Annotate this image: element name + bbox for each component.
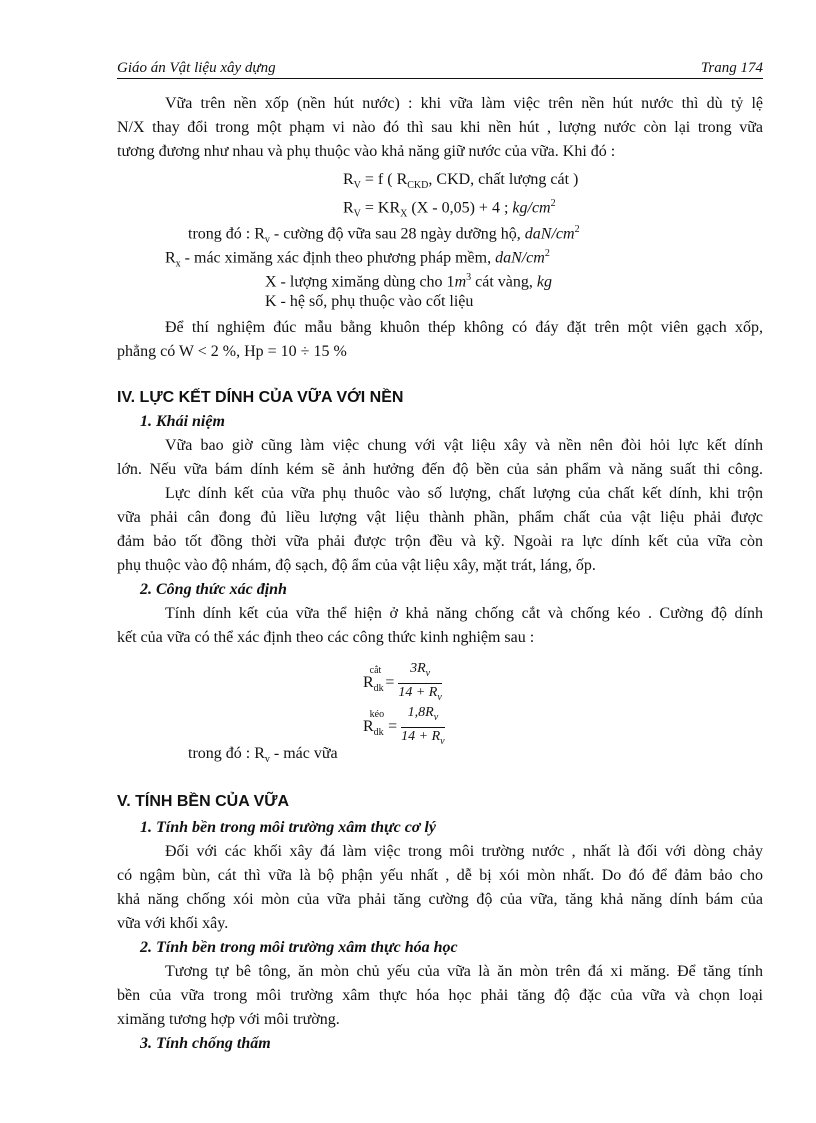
paragraph-line: Vữa trên nền xốp (nền hút nước) : khi vữa làm việc trên nền hút nước thì dù tỷ lệ xyxy=(165,95,763,112)
subheading-hoa-hoc: 2. Tính bền trong môi trường xâm thực hóa học xyxy=(140,939,458,956)
subheading-co-ly: 1. Tính bền trong môi trường xâm thực cơ lý xyxy=(140,819,436,836)
paragraph-line: bền của vữa trong môi trường xâm thực hóa học phải tăng độ đặc của vữa và chọn loại xyxy=(117,987,763,1004)
formula-rv-kr: $R_V = KR_X$ (X - 0,05) + 4 ; $kg/cm^2$ xyxy=(343,198,556,220)
formula-keo: $R_{dk}^{kéo}$ = $\frac{1,8R_v}{14 + R_v}$ xyxy=(363,705,445,747)
paragraph-line: Tương tự bê tông, ăn mòn chủ yếu của vữa là ăn mòn trên đá xi măng. Để tăng tính xyxy=(165,963,763,980)
paragraph-line: kết của vữa có thể xác định theo các công thức kinh nghiệm sau : xyxy=(117,629,535,646)
subheading-khai-niem: 1. Khái niệm xyxy=(140,413,225,430)
paragraph-line: có ngậm bùn, cát thì vữa là bộ phận yếu nhất , dễ bị xói mòn nhất. Do đó để đảm bảo cho xyxy=(117,867,763,884)
section-heading-iv: IV. LỰC KẾT DÍNH CỦA VỮA VỚI NỀN xyxy=(117,389,404,406)
paragraph-line: Để thí nghiệm đúc mẫu bằng khuôn thép không có đáy đặt trên một viên gạch xốp, xyxy=(165,319,763,336)
paragraph-line: Lực dính kết của vữa phụ thuôc vào số lượng, chất lượng của chất kết dính, khi trộn xyxy=(165,485,763,502)
definition-rv: trong đó : $R_v$ - cường độ vữa sau 28 ngày dưỡng hộ, daN/$cm^2$ xyxy=(188,224,580,246)
paragraph-line: ximăng tương hợp với môi trường. xyxy=(117,1011,340,1028)
paragraph-line: tương đương như nhau và phụ thuộc vào khả năng giữ nước của vữa. Khi đó : xyxy=(117,143,616,160)
paragraph-line: N/X thay đổi trong một phạm vi nào đó thì sau khi nền hút , lượng nước còn lại trong vữa xyxy=(117,119,763,136)
subheading-cong-thuc: 2. Công thức xác định xyxy=(140,581,287,598)
subheading-chong-tham: 3. Tính chống thấm xyxy=(140,1035,271,1052)
section-heading-v: V. TÍNH BỀN CỦA VỮA xyxy=(117,793,290,810)
paragraph-line: vữa phải cân đong đủ liều lượng vật liệu thành phần, phẩm chất của vật liệu phải được xyxy=(117,509,763,526)
paragraph-line: Tính dính kết của vữa thể hiện ở khả năng chống cắt và chống kéo . Cường độ dính xyxy=(165,605,763,622)
page-number: Trang 174 xyxy=(700,60,763,76)
paragraph-line: vữa với khối xây. xyxy=(117,915,229,932)
paragraph-line: lớn. Nếu vữa bám dính kém sẽ ảnh hưởng đến độ bền của sản phẩm và năng suất thi công. xyxy=(117,461,763,478)
header-title: Giáo án Vật liệu xây dựng xyxy=(117,60,276,76)
formula-cat: $R_{dk}^{cắt}$ = $\frac{3R_v}{14 + R_v}$ xyxy=(363,661,442,703)
paragraph-line: đảm bảo tốt đồng thời vữa phải được trộn đều và kỹ. Ngoài ra lực dính kết của vữa còn xyxy=(117,533,763,550)
paragraph-line: phẳng có W < 2 %, Hp = 10 ÷ 15 % xyxy=(117,343,347,360)
paragraph-line: khả năng chống xói mòn của vữa phải tăng cường độ của vữa, tăng khả năng dính bám của xyxy=(117,891,763,908)
definition-rx: $R_x$ - mác ximăng xác định theo phương pháp mềm, daN/$cm^2$ xyxy=(165,248,550,270)
definition-x: X - lượng ximăng dùng cho $1m^3$ cát vàng, kg xyxy=(265,272,552,291)
paragraph-line: Vữa bao giờ cũng làm việc chung với vật liệu xây và nền nên đòi hỏi lực kết dính xyxy=(165,437,763,454)
definition-k: K - hệ số, phụ thuộc vào cốt liệu xyxy=(265,293,474,310)
paragraph-line: Đối với các khối xây đá làm việc trong môi trường nước , nhất là đối với dòng chảy xyxy=(165,843,763,860)
formula-rv-f: $R_V = f$ ( $R_{CKD}$, CKD, chất lượng cát ) xyxy=(343,171,579,192)
definition-rv-mac: trong đó : $R_v$ - mác vữa xyxy=(188,745,338,766)
paragraph-line: phụ thuộc vào độ nhám, độ sạch, độ ẩm của vật liệu xây, mặt trát, láng, ốp. xyxy=(117,557,596,574)
page-header xyxy=(117,60,763,79)
